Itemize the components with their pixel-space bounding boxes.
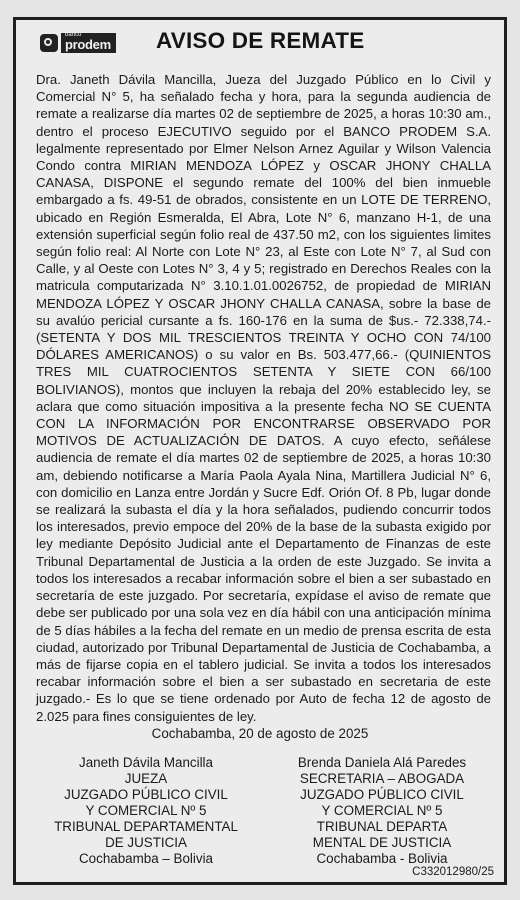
- signature-line: DE JUSTICIA: [105, 835, 187, 850]
- signature-line: MENTAL DE JUSTICIA: [312, 835, 452, 850]
- reference-code: C332012980/25: [412, 866, 494, 878]
- signature-line: TRIBUNAL DEPARTA: [316, 819, 448, 834]
- prodem-logo-icon: [40, 34, 58, 52]
- signature-line: JUEZA: [124, 771, 168, 786]
- notice-title: AVISO DE REMATE: [156, 28, 365, 53]
- signature-secretary: [272, 755, 492, 867]
- signature-line: JUZGADO PÚBLICO CIVIL: [64, 787, 228, 802]
- signature-line: Cochabamba – Bolivia: [79, 851, 213, 866]
- signature-line: Janeth Dávila Mancilla: [79, 755, 213, 770]
- signature-line: JUZGADO PÚBLICO CIVIL: [300, 787, 464, 802]
- logo-small-text: banco: [65, 32, 82, 38]
- notice-header: [16, 20, 504, 68]
- city-date: Cochabamba, 20 de agosto de 2025: [151, 726, 369, 741]
- signature-line: Brenda Daniela Alá Paredes: [297, 755, 467, 770]
- signature-line: SECRETARIA – ABOGADA: [299, 771, 465, 786]
- prodem-logo: [40, 32, 116, 54]
- remate-notice: [13, 17, 507, 885]
- signature-line: TRIBUNAL DEPARTAMENTAL: [54, 819, 238, 834]
- signature-line: Y COMERCIAL Nº 5: [85, 803, 207, 818]
- logo-name-text: prodem: [65, 37, 111, 52]
- signature-line: Y COMERCIAL Nº 5: [321, 803, 443, 818]
- prodem-logo-wordmark: [61, 33, 116, 53]
- signature-judge: [36, 755, 256, 867]
- signature-line: Cochabamba - Bolivia: [316, 851, 448, 866]
- notice-body: Dra. Janeth Dávila Mancilla, Jueza del Juzgado Público en lo Civil y Comercial N° 5, ha señalado fecha y hora, para la segunda audiencia de remate a realizarse día martes 02 de septiembre de 2025, a horas 10:30 am., dentro el proceso EJECUTIVO seguido por el BANCO PRODEM S.A. legalmente representado por Elmer Nelson Arnez Aguilar y Wilson Valencia Condo contra MIRIAN MENDOZA LÓPEZ y OSCAR JHONY CHALLA CANASA, DISPONE el segundo remate del 100% del bien inmueble embargado a fs. 49-51 de obrados, consistente en un LOTE DE TERRENO, ubicado en Región Esmeralda, El Abra, Lote N° 6, manzano H-1, de una extensión superficial según folio real de 437.50 m2, con los siguientes limites según folio real: Al Norte con Lote N° 23, al Este con Lote N° 7, al Sud con Calle, y al Oeste con Lotes N° 3, 4 y 5; registrado en Derechos Reales con la matricula computarizada N° 3.10.1.01.0026752, de propiedad de MIRIAN MENDOZA LÓPEZ Y OSCAR JHONY CHALLA CANASA, sobre la base de su avalúo pericial cursante a fs. 160-176 en la suma de $us.- 72.338,74.- (SETENTA Y DOS MIL TRESCIENTOS TREINTA Y OCHO CON 74/100 DÓLARES AMERICANOS) o su valor en Bs. 503.477,66.- (QUINIENTOS TRES MIL CUATROCIENTOS SETENTA Y SIETE CON 66/100 BOLIVIANOS), montos que incluyen la rebaja del 20% establecido ley, se aclara que como situación impositiva a la presente fecha NO SE CUENTA CON LA INFORMACIÓN POR ENCONTRARSE OBSERVADO POR MOTIVOS DE ACTUALIZACIÓN DE DATOS. A cuyo efecto, señálese audiencia de remate el día martes 02 de septiembre de 2025, a horas 10:30 am, debiendo notificarse a María Paola Ayala Nina, Martillera Judicial N° 6, con domicilio en Lanza entre Jordán y Sucre Edf. Orión Of. 8 Pb, lugar donde se realizará la subasta el día y la hora señalados, pudiendo concurrir todos los interesados, previo empoce del 20% de la base de la subasta exigido por ley mediante Depósito Judicial ante el Departamento de Finanzas de este Tribunal Departamental de Justicia a la orden de este Juzgado. Se invita a todos los interesados a recabar información sobre el bien a ser subastado en secretaría de este juzgado. Por secretaría, expídase el aviso de remate que debe ser publicado por una sola vez en día hábil con una anticipación mínima de 5 días hábiles a la fecha del remate en un medio de prensa escrita de esta ciudad, autorizado por Tribunal Departamental de Justicia de Cochabamba, a más de fijarse copia en el tablero judicial. Se invita a todos los interesados recabar información sobre el bien a ser subastado en secretaria de este juzgado.- Es lo que se tiene ordenado por Auto de fecha 12 de agosto de 2.025 para fines consiguientes de ley.: [36, 72, 491, 724]
